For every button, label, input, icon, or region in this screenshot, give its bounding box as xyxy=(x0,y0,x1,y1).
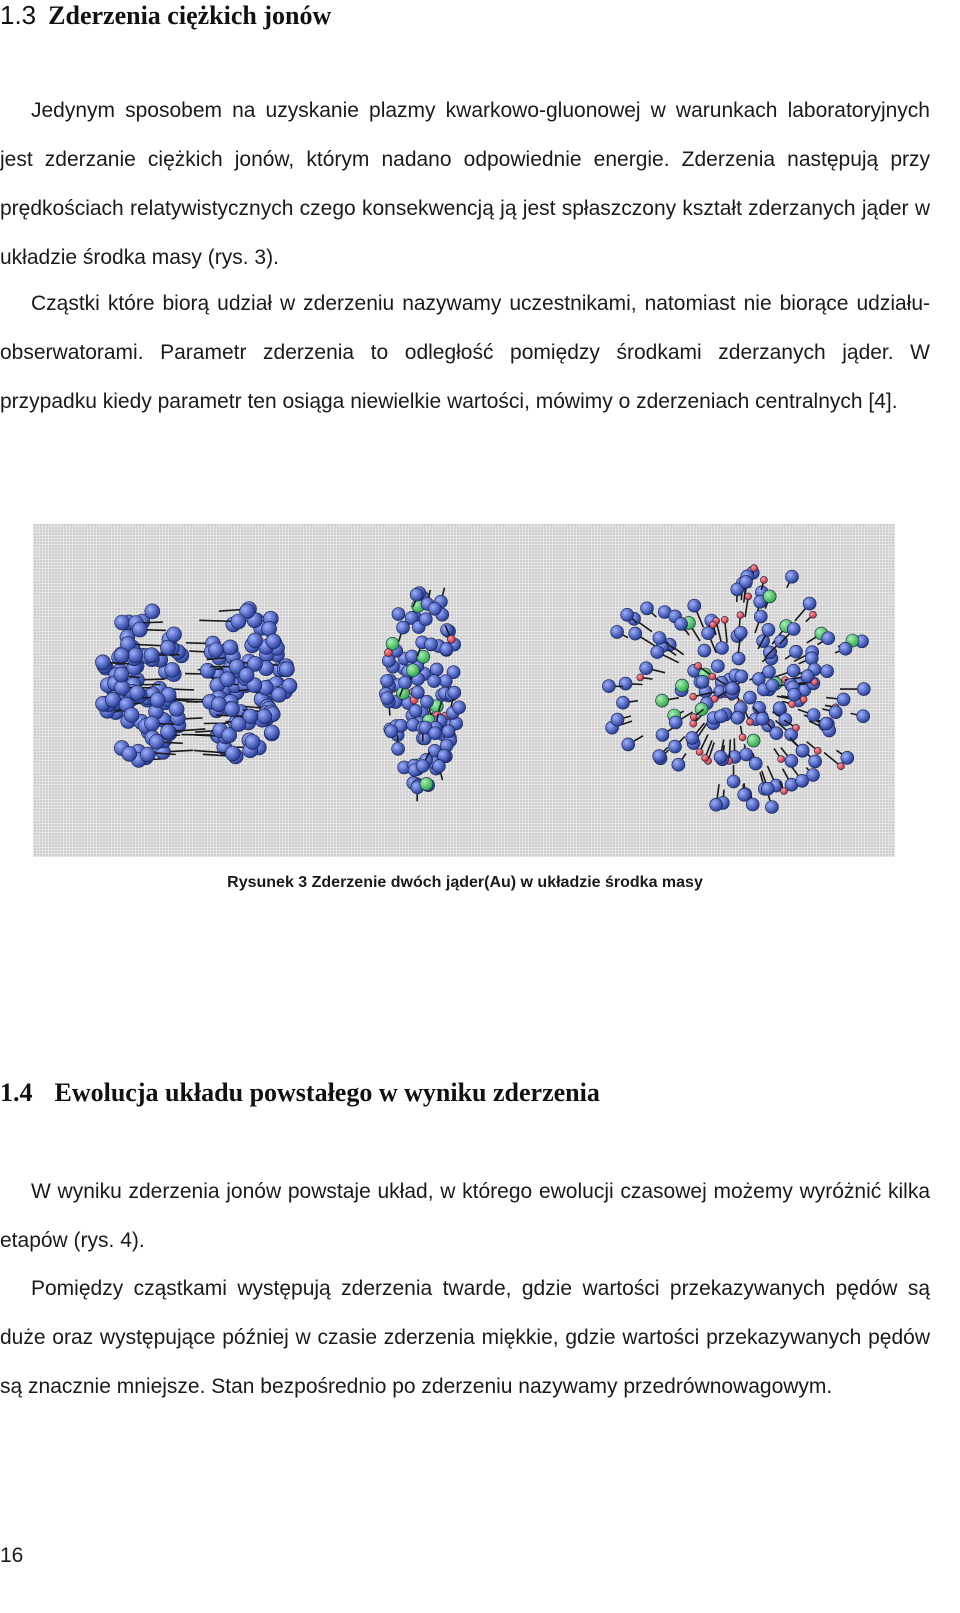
particle xyxy=(787,623,800,636)
particle xyxy=(672,758,685,771)
nucleon xyxy=(209,643,224,658)
particle xyxy=(821,665,834,678)
nucleon xyxy=(447,635,455,643)
nucleon xyxy=(140,747,155,762)
nucleon xyxy=(419,613,432,626)
nucleon xyxy=(439,675,452,688)
particle xyxy=(765,801,778,814)
particle xyxy=(714,750,727,763)
nucleon xyxy=(150,693,165,708)
particle xyxy=(793,724,800,731)
nucleon xyxy=(231,614,246,629)
particle xyxy=(857,710,870,723)
particle xyxy=(721,616,728,623)
nucleon xyxy=(453,701,466,714)
nucleon xyxy=(167,627,182,642)
particle xyxy=(787,664,800,677)
nucleon xyxy=(245,735,260,750)
particle xyxy=(735,670,748,683)
nucleon xyxy=(239,668,254,683)
particle xyxy=(702,754,709,761)
nucleon xyxy=(211,697,226,712)
nucleon xyxy=(448,686,461,699)
nucleon xyxy=(231,717,246,732)
nucleon xyxy=(257,709,272,724)
particle xyxy=(738,788,751,801)
particle xyxy=(810,611,817,618)
particle xyxy=(621,608,634,621)
particle xyxy=(820,717,833,730)
particle xyxy=(751,565,758,572)
particle xyxy=(711,660,724,673)
particle xyxy=(754,610,767,623)
particle xyxy=(622,738,635,751)
nucleon xyxy=(430,663,443,676)
nucleon xyxy=(122,746,137,761)
particle xyxy=(760,576,767,583)
nucleon xyxy=(124,708,139,723)
particle xyxy=(653,750,666,763)
figure-caption: Rysunek 3 Zderzenie dwóch jąder(Au) w układzie środka masy xyxy=(227,874,703,891)
particle xyxy=(773,702,786,715)
paragraph-system-evolution: W wyniku zderzenia jonów powstaje układ, w którego ewolucji czasowej możemy wyróżnić kilka etapów (rys. 4). xyxy=(0,1180,930,1252)
nucleon xyxy=(165,662,180,677)
particle xyxy=(656,694,669,707)
particle xyxy=(656,729,669,742)
nucleon xyxy=(432,760,445,773)
particle xyxy=(747,718,754,725)
nucleon xyxy=(105,692,120,707)
figure-nuclei-collision xyxy=(33,524,895,857)
nucleon xyxy=(410,588,423,601)
nucleon xyxy=(440,643,453,656)
particle xyxy=(761,782,774,795)
section-number: 1.4 xyxy=(0,1078,33,1107)
particle xyxy=(696,749,703,756)
nucleon xyxy=(416,760,429,773)
particle xyxy=(809,755,822,768)
particle xyxy=(839,642,852,655)
nucleon xyxy=(264,725,279,740)
particle xyxy=(731,711,744,724)
particle xyxy=(711,695,718,702)
particle xyxy=(788,688,801,701)
nucleon xyxy=(223,640,238,655)
particle xyxy=(841,751,854,764)
nucleon xyxy=(279,662,294,677)
particle xyxy=(763,590,776,603)
particle xyxy=(807,709,820,722)
nucleon xyxy=(381,692,394,705)
nucleon xyxy=(132,622,147,637)
nucleon xyxy=(248,633,263,648)
nucleon xyxy=(160,640,175,655)
nucleon xyxy=(145,604,160,619)
nucleon xyxy=(272,687,287,702)
particle xyxy=(640,662,653,675)
particle xyxy=(837,763,844,770)
particle xyxy=(709,673,716,680)
particle xyxy=(732,652,745,665)
particle xyxy=(690,693,697,700)
particle xyxy=(715,710,728,723)
particle xyxy=(756,712,769,725)
particle xyxy=(669,740,682,753)
particle xyxy=(637,674,644,681)
particle xyxy=(698,644,711,657)
particle xyxy=(676,679,689,692)
particle xyxy=(696,675,709,688)
nucleon xyxy=(145,716,160,731)
particle xyxy=(641,602,654,615)
particle xyxy=(857,683,870,696)
particle xyxy=(766,679,779,692)
particle xyxy=(710,798,723,811)
nucleon xyxy=(115,680,130,695)
particle xyxy=(727,775,740,788)
particle xyxy=(739,734,746,741)
particle xyxy=(749,757,762,770)
particle xyxy=(740,575,753,588)
particle xyxy=(747,734,760,747)
nucleon xyxy=(411,686,424,699)
nucleon xyxy=(169,702,184,717)
particle xyxy=(796,774,809,787)
particle xyxy=(822,632,835,645)
particle xyxy=(789,701,796,708)
nucleon xyxy=(428,675,441,688)
nucleon xyxy=(161,724,176,739)
section-heading-1-3 xyxy=(0,0,331,31)
particle xyxy=(829,706,842,719)
nucleon xyxy=(381,675,394,688)
particle xyxy=(653,632,666,645)
particle xyxy=(770,727,783,740)
nucleon xyxy=(385,725,398,738)
nucleon xyxy=(130,685,145,700)
section-title: Zderzenia ciężkich jonów xyxy=(48,1,332,30)
particle xyxy=(796,744,809,757)
particle xyxy=(762,623,775,636)
particle xyxy=(837,693,850,706)
particle xyxy=(695,662,702,669)
nucleon xyxy=(399,676,412,689)
particle xyxy=(790,645,803,658)
nucleon xyxy=(95,655,110,670)
nucleon xyxy=(200,663,215,678)
particle xyxy=(803,597,816,610)
nucleon xyxy=(225,746,240,761)
paragraph-hard-soft-collisions: Pomiędzy cząstkami występują zderzenia twarde, gdzie wartości przekazywanych pędów są duże oraz występujące później w czasie zderzenia miękkie, gdzie wartości przekazywanych pędów są znacznie mniejsze. Stan bezpośrednio po zderzeniu nazywamy przedrównowagowym. xyxy=(0,1277,930,1398)
nucleon xyxy=(114,648,129,663)
particle xyxy=(651,646,664,659)
nucleon xyxy=(429,727,442,740)
particle xyxy=(675,617,688,630)
nucleon xyxy=(397,621,410,634)
nucleon xyxy=(409,704,422,717)
nucleon xyxy=(406,664,419,677)
nuclei-after-collision xyxy=(602,565,870,814)
particle xyxy=(716,642,729,655)
particle xyxy=(611,713,624,726)
particle xyxy=(690,720,697,727)
particle xyxy=(805,652,818,665)
particle xyxy=(690,713,697,720)
particle xyxy=(734,626,747,639)
nucleon xyxy=(225,702,240,717)
nucleon xyxy=(220,672,235,687)
paragraph-participants: Cząstki które biorą udział w zderzeniu nazywamy uczestnikami, natomiast nie biorące udziału-obserwatorami. Parametr zderzenia to odległość pomiędzy środkami zderzanych jąder. W przypadku kiedy parametr ten osiąga niewielkie wartości, mówimy o zderzeniach centralnych [4]. xyxy=(0,292,930,413)
section-heading-1-4 xyxy=(0,1078,600,1108)
nucleon xyxy=(128,648,143,663)
collision-illustration xyxy=(33,524,895,857)
particle xyxy=(726,682,739,695)
particle xyxy=(800,696,807,703)
nucleon xyxy=(266,634,281,649)
section-number: 1.3 xyxy=(0,0,37,30)
nucleon xyxy=(392,742,405,755)
particle xyxy=(745,593,752,600)
particle xyxy=(744,691,757,704)
particle xyxy=(785,754,798,767)
nucleon xyxy=(144,648,159,663)
section-title: Ewolucja układu powstałego w wyniku zderzenia xyxy=(54,1078,600,1107)
particle xyxy=(669,716,682,729)
nucleon xyxy=(420,777,433,790)
nucleon xyxy=(114,667,129,682)
particle xyxy=(801,670,814,683)
nuclei-during-collision xyxy=(379,587,465,802)
particle xyxy=(629,627,642,640)
nucleon xyxy=(425,638,438,651)
nucleon xyxy=(384,649,392,657)
particle xyxy=(814,747,821,754)
nucleon xyxy=(115,615,130,630)
nuclei-before-collision xyxy=(95,602,297,768)
particle xyxy=(617,696,630,709)
particle xyxy=(778,756,785,763)
particle xyxy=(619,677,632,690)
particle xyxy=(686,731,699,744)
page-number: 16 xyxy=(0,1544,24,1567)
nucleon xyxy=(442,725,455,738)
nucleon xyxy=(392,608,405,621)
particle xyxy=(688,599,701,612)
particle xyxy=(786,570,799,583)
particle xyxy=(602,680,615,693)
nucleon xyxy=(149,734,164,749)
particle xyxy=(702,627,715,640)
particle xyxy=(611,625,624,638)
particle xyxy=(737,612,744,619)
particle xyxy=(781,788,788,795)
paragraph-qgp-collisions: Jedynym sposobem na uzyskanie plazmy kwarkowo-gluonowej w warunkach laboratoryjnych jest zderzanie ciężkich jonów, którym nadano odpowiednie energie. Zderzenia następują przy prędkościach relatywistycznych czego konsekwencją ją jest spłaszczony kształt zderzanych jąder w układzie środka masy (rys. 3). xyxy=(0,99,930,269)
nucleon xyxy=(428,602,441,615)
